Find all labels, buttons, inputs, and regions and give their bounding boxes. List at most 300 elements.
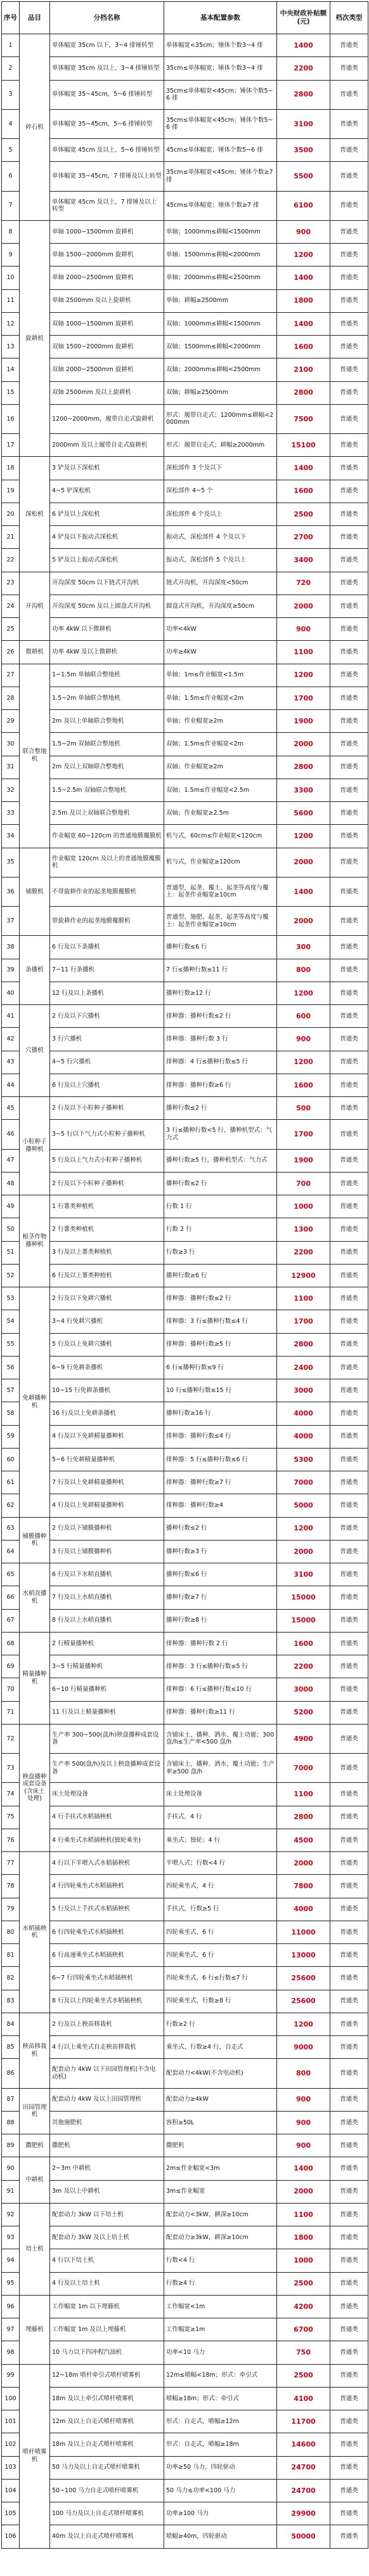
row-grade-name: 4~5 行穴播机 xyxy=(50,1051,164,1074)
row-level-type: 普通类 xyxy=(330,1754,368,1783)
row-spec: 排种器：3 行≤播种行数≤5 行 xyxy=(164,1655,277,1678)
row-level-type: 普通类 xyxy=(330,2088,368,2111)
row-subsidy-amount: 750 xyxy=(277,2341,330,2364)
table-row xyxy=(2,2456,368,2479)
row-number: 45 xyxy=(2,1097,20,1120)
table-row xyxy=(2,959,368,982)
row-number: 94 xyxy=(2,2249,20,2272)
row-category: 埋藤机 xyxy=(20,2295,50,2364)
row-spec: 排种器：6 行≤播种行数≤10 行 xyxy=(164,1678,277,1701)
table-row xyxy=(2,34,368,57)
row-level-type: 普通类 xyxy=(330,1218,368,1241)
row-level-type: 普通类 xyxy=(330,877,368,906)
row-spec: 四轮乘坐式，6 行 xyxy=(164,1944,277,1967)
row-category: 水稻直播机 xyxy=(20,1563,50,1633)
row-number: 47 xyxy=(2,1149,20,1172)
table-row xyxy=(2,2111,368,2134)
row-level-type: 普通类 xyxy=(330,434,368,457)
row-spec: 播种行数≤2 行 xyxy=(164,1097,277,1120)
row-subsidy-amount: 1600 xyxy=(277,1074,330,1096)
row-number: 9 xyxy=(2,244,20,266)
row-number: 89 xyxy=(2,2134,20,2157)
row-number: 77 xyxy=(2,1852,20,1875)
row-level-type: 普通类 xyxy=(330,1120,368,1149)
table-row xyxy=(2,1149,368,1172)
row-grade-name: 6~10 行精量播种机 xyxy=(50,1678,164,1701)
row-subsidy-amount: 2500 xyxy=(277,503,330,525)
row-level-type: 普通类 xyxy=(330,1967,368,1990)
table-row xyxy=(2,1028,368,1051)
table-row xyxy=(2,80,368,109)
row-level-type: 普通类 xyxy=(330,1632,368,1655)
row-number: 27 xyxy=(2,664,20,687)
table-row xyxy=(2,1494,368,1517)
row-subsidy-amount: 900 xyxy=(277,2111,330,2134)
row-subsidy-amount: 25600 xyxy=(277,1967,330,1990)
row-spec: 双轴；1.5m≤作业幅宽<2.5m xyxy=(164,779,277,801)
row-subsidy-amount: 2700 xyxy=(277,526,330,549)
row-grade-name: 4 行及以上培土机 xyxy=(50,2272,164,2295)
row-subsidy-amount: 3000 xyxy=(277,1678,330,1701)
row-subsidy-amount: 2000 xyxy=(277,848,330,877)
row-level-type: 普通类 xyxy=(330,1517,368,1540)
row-grade-name: 4 行及以上免耕精量播种机 xyxy=(50,1494,164,1517)
row-subsidy-amount: 24700 xyxy=(277,2479,330,2502)
row-spec: 排种器：播种行数≥6 行 xyxy=(164,1074,277,1096)
row-subsidy-amount: 5000 xyxy=(277,1494,330,1517)
row-level-type: 普通类 xyxy=(330,162,368,191)
row-category: 联合整地机 xyxy=(20,664,50,848)
row-grade-name: 1.5~2m 双轴联合整地机 xyxy=(50,733,164,756)
row-subsidy-amount: 1100 xyxy=(277,1783,330,1806)
row-subsidy-amount: 50000 xyxy=(277,2525,330,2548)
table-row xyxy=(2,381,368,404)
row-grade-name: 2 行及以下小粒种子播种机 xyxy=(50,1172,164,1195)
row-number: 102 xyxy=(2,2433,20,2456)
row-number: 97 xyxy=(2,2318,20,2341)
row-grade-name: 2 行及以下穴播机 xyxy=(50,1005,164,1028)
row-grade-name: 作业幅宽 120cm 及以上的普通地膜覆膜机 xyxy=(50,848,164,877)
row-subsidy-amount: 500 xyxy=(277,1097,330,1120)
row-level-type: 普通类 xyxy=(330,2013,368,2035)
row-number: 3 xyxy=(2,80,20,109)
row-level-type: 普通类 xyxy=(330,936,368,959)
table-row xyxy=(2,1356,368,1379)
row-subsidy-amount: 7000 xyxy=(277,1754,330,1783)
row-number: 99 xyxy=(2,2364,20,2387)
row-spec: 形式：自走式，喷幅≥18m xyxy=(164,2433,277,2456)
row-spec: 功率<4kW xyxy=(164,618,277,641)
table-body xyxy=(2,34,368,2549)
row-spec: 工作幅宽<1m xyxy=(164,2295,277,2318)
row-level-type: 普通类 xyxy=(330,2203,368,2226)
row-spec: 35cm≤单体幅宽<45cm；锤体个数5~6 排 xyxy=(164,109,277,138)
row-number: 23 xyxy=(2,572,20,595)
table-row xyxy=(2,1898,368,1921)
row-level-type: 普通类 xyxy=(330,1356,368,1379)
row-subsidy-amount: 2000 xyxy=(277,907,330,936)
row-spec: 行数<4 行 xyxy=(164,2249,277,2272)
row-number: 52 xyxy=(2,1264,20,1287)
row-subsidy-amount: 900 xyxy=(277,2134,330,2157)
row-subsidy-amount: 1400 xyxy=(277,877,330,906)
row-subsidy-amount: 3500 xyxy=(277,139,330,162)
row-spec: 形式：自走式，喷幅≥12m xyxy=(164,2410,277,2433)
row-number: 10 xyxy=(2,266,20,289)
row-grade-name: 单轴 2500mm 及以上旋耕机 xyxy=(50,289,164,312)
row-spec: 四轮乘坐式，行数≥8 行 xyxy=(164,1990,277,2013)
row-level-type: 普通类 xyxy=(330,959,368,982)
row-spec: 功率<10 马力 xyxy=(164,2341,277,2364)
row-level-type: 普通类 xyxy=(330,779,368,801)
row-grade-name: 6 铲及以上深松机 xyxy=(50,503,164,525)
table-header xyxy=(2,2,368,34)
row-grade-name: 7 行及以上免耕精量播种机 xyxy=(50,1471,164,1494)
table-row xyxy=(2,434,368,457)
row-grade-name: 4 行乘坐式水稻插秧机(独轮乘坐) xyxy=(50,1829,164,1851)
row-level-type: 普通类 xyxy=(330,57,368,80)
table-row xyxy=(2,1609,368,1632)
row-grade-name: 3 行及以上薯类种植机 xyxy=(50,1241,164,1264)
row-subsidy-amount: 1200 xyxy=(277,825,330,848)
table-row xyxy=(2,1051,368,1074)
table-row xyxy=(2,1655,368,1678)
row-level-type: 普通类 xyxy=(330,191,368,220)
row-grade-name: 双轴 2500mm 及以上旋耕机 xyxy=(50,381,164,404)
row-level-type: 普通类 xyxy=(330,982,368,1004)
row-number: 65 xyxy=(2,1563,20,1586)
table-row xyxy=(2,664,368,687)
row-number: 16 xyxy=(2,404,20,433)
row-level-type: 普通类 xyxy=(330,2180,368,2203)
row-level-type: 普通类 xyxy=(330,1241,368,1264)
row-grade-name: 工作幅宽 1m 以下埋藤机 xyxy=(50,2295,164,2318)
row-grade-name: 配套动力 3kW 以下培土机 xyxy=(50,2203,164,2226)
row-number: 84 xyxy=(2,2013,20,2035)
row-number: 57 xyxy=(2,1379,20,1402)
row-subsidy-amount: 1900 xyxy=(277,710,330,733)
row-category: 根茎作物播种机 xyxy=(20,1195,50,1287)
table-row xyxy=(2,1218,368,1241)
row-level-type: 普通类 xyxy=(330,1990,368,2013)
row-grade-name: 开沟深度 50cm 以下链式开沟机 xyxy=(50,572,164,595)
row-subsidy-amount: 4900 xyxy=(277,1724,330,1753)
row-subsidy-amount: 29900 xyxy=(277,2502,330,2525)
row-subsidy-amount: 15100 xyxy=(277,434,330,457)
row-level-type: 普通类 xyxy=(330,1678,368,1701)
table-row xyxy=(2,1172,368,1195)
row-number: 101 xyxy=(2,2410,20,2433)
row-level-type: 普通类 xyxy=(330,687,368,709)
row-subsidy-amount: 11700 xyxy=(277,2410,330,2433)
row-number: 76 xyxy=(2,1829,20,1851)
table-row xyxy=(2,1990,368,2013)
row-spec: 排种器：播种行数≤2 行 xyxy=(164,1005,277,1028)
table-row xyxy=(2,1517,368,1540)
row-number: 103 xyxy=(2,2456,20,2479)
table-row xyxy=(2,358,368,381)
table-row xyxy=(2,244,368,266)
row-number: 63 xyxy=(2,1517,20,1540)
row-level-type: 普通类 xyxy=(330,2157,368,2180)
row-grade-name: 2 行及以下小粒种子播种机 xyxy=(50,1097,164,1120)
row-number: 24 xyxy=(2,595,20,617)
row-subsidy-amount: 1200 xyxy=(277,1051,330,1074)
row-number: 19 xyxy=(2,480,20,503)
table-row xyxy=(2,2364,368,2387)
row-level-type: 普通类 xyxy=(330,289,368,312)
row-number: 29 xyxy=(2,710,20,733)
row-level-type: 普通类 xyxy=(330,2364,368,2387)
row-level-type: 普通类 xyxy=(330,1028,368,1051)
row-level-type: 普通类 xyxy=(330,848,368,877)
row-level-type: 普通类 xyxy=(330,1425,368,1448)
table-row xyxy=(2,1806,368,1829)
row-grade-name: 单体幅宽 45cm 及以上，5~6 排锤转型 xyxy=(50,139,164,162)
row-number: 22 xyxy=(2,549,20,572)
row-grade-name: 配套动力 3kW 及以上培土机 xyxy=(50,2226,164,2249)
row-grade-name: 单体幅宽 35~45cm，5~6 排锤转型 xyxy=(50,109,164,138)
row-subsidy-amount: 1400 xyxy=(277,34,330,57)
row-grade-name: 3 铲及以下深松机 xyxy=(50,457,164,480)
row-level-type: 普通类 xyxy=(330,710,368,733)
table-row xyxy=(2,2180,368,2203)
row-level-type: 普通类 xyxy=(330,1172,368,1195)
row-category: 穴播机 xyxy=(20,1005,50,1097)
table-row xyxy=(2,266,368,289)
row-subsidy-amount: 9000 xyxy=(277,2036,330,2059)
row-number: 50 xyxy=(2,1218,20,1241)
row-number: 100 xyxy=(2,2387,20,2410)
row-spec: 四轮乘坐式，4 行 xyxy=(164,1875,277,1898)
row-spec: 播种行数≤6 行 xyxy=(164,936,277,959)
table-row xyxy=(2,289,368,312)
row-grade-name: 配套动力 4kW 以下田园管理机(不含电动机) xyxy=(50,2059,164,2088)
row-level-type: 普通类 xyxy=(330,1448,368,1471)
row-number: 46 xyxy=(2,1120,20,1149)
table-row xyxy=(2,1783,368,1806)
row-level-type: 普通类 xyxy=(330,549,368,572)
row-grade-name: 1 行薯类种植机 xyxy=(50,1195,164,1218)
row-number: 44 xyxy=(2,1074,20,1096)
row-number: 73 xyxy=(2,1754,20,1783)
row-level-type: 普通类 xyxy=(330,2410,368,2433)
row-subsidy-amount: 14600 xyxy=(277,2433,330,2456)
table-row xyxy=(2,1852,368,1875)
row-subsidy-amount: 2400 xyxy=(277,1356,330,1379)
row-subsidy-amount: 1600 xyxy=(277,1632,330,1655)
row-level-type: 普通类 xyxy=(330,1287,368,1310)
table-row xyxy=(2,1701,368,1724)
row-grade-name: 4~5 铲深松机 xyxy=(50,480,164,503)
row-level-type: 普通类 xyxy=(330,1586,368,1609)
row-grade-name: 11 行及以上精量播种机 xyxy=(50,1701,164,1724)
table-row xyxy=(2,710,368,733)
row-grade-name: 3~5 行以下气力式小粒种子播种机 xyxy=(50,1120,164,1149)
row-number: 92 xyxy=(2,2203,20,2226)
row-subsidy-amount: 1100 xyxy=(277,641,330,664)
row-subsidy-amount: 300 xyxy=(277,936,330,959)
table-row xyxy=(2,2226,368,2249)
row-grade-name: 生产率 500(盘/h)及以上秧盘播种成套设备 xyxy=(50,1754,164,1783)
row-category: 撒肥机 xyxy=(20,2134,50,2157)
table-row xyxy=(2,2318,368,2341)
row-level-type: 普通类 xyxy=(330,2456,368,2479)
table-row xyxy=(2,1241,368,1264)
row-grade-name: 2000mm 及以上履带自走式旋耕机 xyxy=(50,434,164,457)
row-level-type: 普通类 xyxy=(330,244,368,266)
row-number: 8 xyxy=(2,220,20,243)
row-number: 36 xyxy=(2,877,20,906)
row-number: 81 xyxy=(2,1944,20,1967)
row-spec: 深松部件 4~5 个 xyxy=(164,480,277,503)
row-spec: 喷幅≥40m，四轮驱动 xyxy=(164,2525,277,2548)
row-spec: 行数 2 行 xyxy=(164,1218,277,1241)
row-grade-name: 2 行及以上秧苗移栽机 xyxy=(50,2013,164,2035)
row-number: 7 xyxy=(2,191,20,220)
row-grade-name: 6 行及以下条播机 xyxy=(50,936,164,959)
row-level-type: 普通类 xyxy=(330,1333,368,1356)
row-number: 39 xyxy=(2,959,20,982)
row-spec: 行数 1 行 xyxy=(164,1195,277,1218)
table-row xyxy=(2,1563,368,1586)
row-grade-name: 6~7 行四轮乘坐式水稻插秧机 xyxy=(50,1967,164,1990)
row-grade-name: 12m 及以上自走式喷杆喷雾机 xyxy=(50,2410,164,2433)
row-grade-name: 8 行及以上水稻直播机 xyxy=(50,1609,164,1632)
row-grade-name: 12~18m 喷杆牵引式喷杆喷雾机 xyxy=(50,2364,164,2387)
row-grade-name: 10 马力以下四冲程汽油机 xyxy=(50,2341,164,2364)
row-level-type: 普通类 xyxy=(330,480,368,503)
row-grade-name: 生产率 300~500(盘/h)秧盘播种成套设备 xyxy=(50,1724,164,1753)
table-row xyxy=(2,572,368,595)
row-spec: 功率≥100 马力 xyxy=(164,2502,277,2525)
table-row xyxy=(2,1471,368,1494)
row-subsidy-amount: 1400 xyxy=(277,266,330,289)
row-grade-name: 不带旋耕作业的起垄地膜覆膜机 xyxy=(50,877,164,906)
row-level-type: 普通类 xyxy=(330,404,368,433)
table-row xyxy=(2,2249,368,2272)
table-row xyxy=(2,2410,368,2433)
row-spec: 播种行数≥5 行，播种机型式：气力式 xyxy=(164,1149,277,1172)
row-subsidy-amount: 4000 xyxy=(277,1402,330,1425)
row-grade-name: 8 行及以上四轮乘坐式水稻插秧机 xyxy=(50,1990,164,2013)
row-grade-name: 其他施肥机 xyxy=(50,2111,164,2134)
row-number: 87 xyxy=(2,2088,20,2111)
row-spec: 单轴；耕幅≥2500mm xyxy=(164,289,277,312)
row-spec: 播种行数≤2 行 xyxy=(164,1517,277,1540)
table-row xyxy=(2,480,368,503)
row-subsidy-amount: 3100 xyxy=(277,109,330,138)
row-subsidy-amount: 4100 xyxy=(277,2387,330,2410)
subsidy-table xyxy=(1,1,368,2549)
row-number: 58 xyxy=(2,1402,20,1425)
row-category: 秧苗移栽机 xyxy=(20,2013,50,2088)
row-subsidy-amount: 7500 xyxy=(277,404,330,433)
row-level-type: 普通类 xyxy=(330,907,368,936)
row-level-type: 普通类 xyxy=(330,139,368,162)
header-category: 品目 xyxy=(20,2,50,34)
row-subsidy-amount: 15000 xyxy=(277,1609,330,1632)
table-row xyxy=(2,825,368,848)
row-level-type: 普通类 xyxy=(330,1051,368,1074)
header-spec: 基本配置参数 xyxy=(164,2,277,34)
table-row xyxy=(2,526,368,549)
row-spec: 振动式，深松部件 5 个及以上 xyxy=(164,549,277,572)
row-subsidy-amount: 1700 xyxy=(277,1120,330,1149)
table-row xyxy=(2,1005,368,1028)
row-subsidy-amount: 1300 xyxy=(277,1218,330,1241)
table-row xyxy=(2,1921,368,1943)
row-subsidy-amount: 5300 xyxy=(277,1448,330,1471)
table-row xyxy=(2,2341,368,2364)
row-number: 79 xyxy=(2,1898,20,1921)
row-number: 53 xyxy=(2,1287,20,1310)
row-grade-name: 4 行四轮乘坐式水稻插秧机 xyxy=(50,1875,164,1898)
row-level-type: 普通类 xyxy=(330,220,368,243)
row-spec: 双轴；作业幅宽≥2.5m xyxy=(164,802,277,825)
row-level-type: 普通类 xyxy=(330,2249,368,2272)
row-spec: 床土处理设备 xyxy=(164,1783,277,1806)
row-subsidy-amount: 2200 xyxy=(277,1655,330,1678)
row-subsidy-amount: 2800 xyxy=(277,756,330,779)
row-level-type: 普通类 xyxy=(330,1471,368,1494)
row-subsidy-amount: 1000 xyxy=(277,2249,330,2272)
header-amount: 中央财政补贴额(元) xyxy=(277,2,330,34)
row-category: 精量播种机 xyxy=(20,1632,50,1724)
row-subsidy-amount: 3100 xyxy=(277,1563,330,1586)
row-number: 83 xyxy=(2,1990,20,2013)
row-subsidy-amount: 12900 xyxy=(277,1264,330,1287)
row-subsidy-amount: 1200 xyxy=(277,664,330,687)
row-grade-name: 2 行及以下铺膜播种机 xyxy=(50,1517,164,1540)
row-number: 75 xyxy=(2,1806,20,1829)
table-row xyxy=(2,848,368,877)
row-level-type: 普通类 xyxy=(330,2387,368,2410)
row-spec: 双轴；1000mm≤耕幅<1500mm xyxy=(164,312,277,335)
row-subsidy-amount: 7800 xyxy=(277,1875,330,1898)
row-spec: 行数≥4 行 xyxy=(164,2272,277,2295)
row-spec: 四轮乘坐式，6 行 xyxy=(164,1921,277,1943)
row-spec: 播种行数≥8 行 xyxy=(164,1609,277,1632)
row-grade-name: 双轴 2000~2500mm 旋耕机 xyxy=(50,358,164,381)
table-row xyxy=(2,139,368,162)
table-row xyxy=(2,57,368,80)
row-subsidy-amount: 1200 xyxy=(277,2013,330,2035)
row-spec: 乘坐式，行数≥4 行，自走式 xyxy=(164,2036,277,2059)
row-level-type: 普通类 xyxy=(330,1074,368,1096)
row-number: 69 xyxy=(2,1655,20,1678)
row-subsidy-amount: 3300 xyxy=(277,779,330,801)
row-spec: 播种行数≥12 行 xyxy=(164,982,277,1004)
row-grade-name: 18m 及以上牵引式喷杆喷雾机 xyxy=(50,2387,164,2410)
row-grade-name: 3 行及以上铺膜播种机 xyxy=(50,1540,164,1563)
row-spec: 排种器：播种行数≤2 行 xyxy=(164,1287,277,1310)
table-row xyxy=(2,1754,368,1783)
table-row xyxy=(2,779,368,801)
row-number: 59 xyxy=(2,1425,20,1448)
table-row xyxy=(2,687,368,709)
row-spec: 排种器：播种行数 2 行 xyxy=(164,1632,277,1655)
row-spec: 深松部件 3 个及以下 xyxy=(164,457,277,480)
table-row xyxy=(2,1829,368,1851)
row-number: 95 xyxy=(2,2272,20,2295)
table-row xyxy=(2,549,368,572)
row-level-type: 普通类 xyxy=(330,1310,368,1333)
row-subsidy-amount: 1400 xyxy=(277,2157,330,2180)
table-row xyxy=(2,2088,368,2111)
row-number: 31 xyxy=(2,756,20,779)
row-grade-name: 功率 4kW 及以上微耕机 xyxy=(50,641,164,664)
